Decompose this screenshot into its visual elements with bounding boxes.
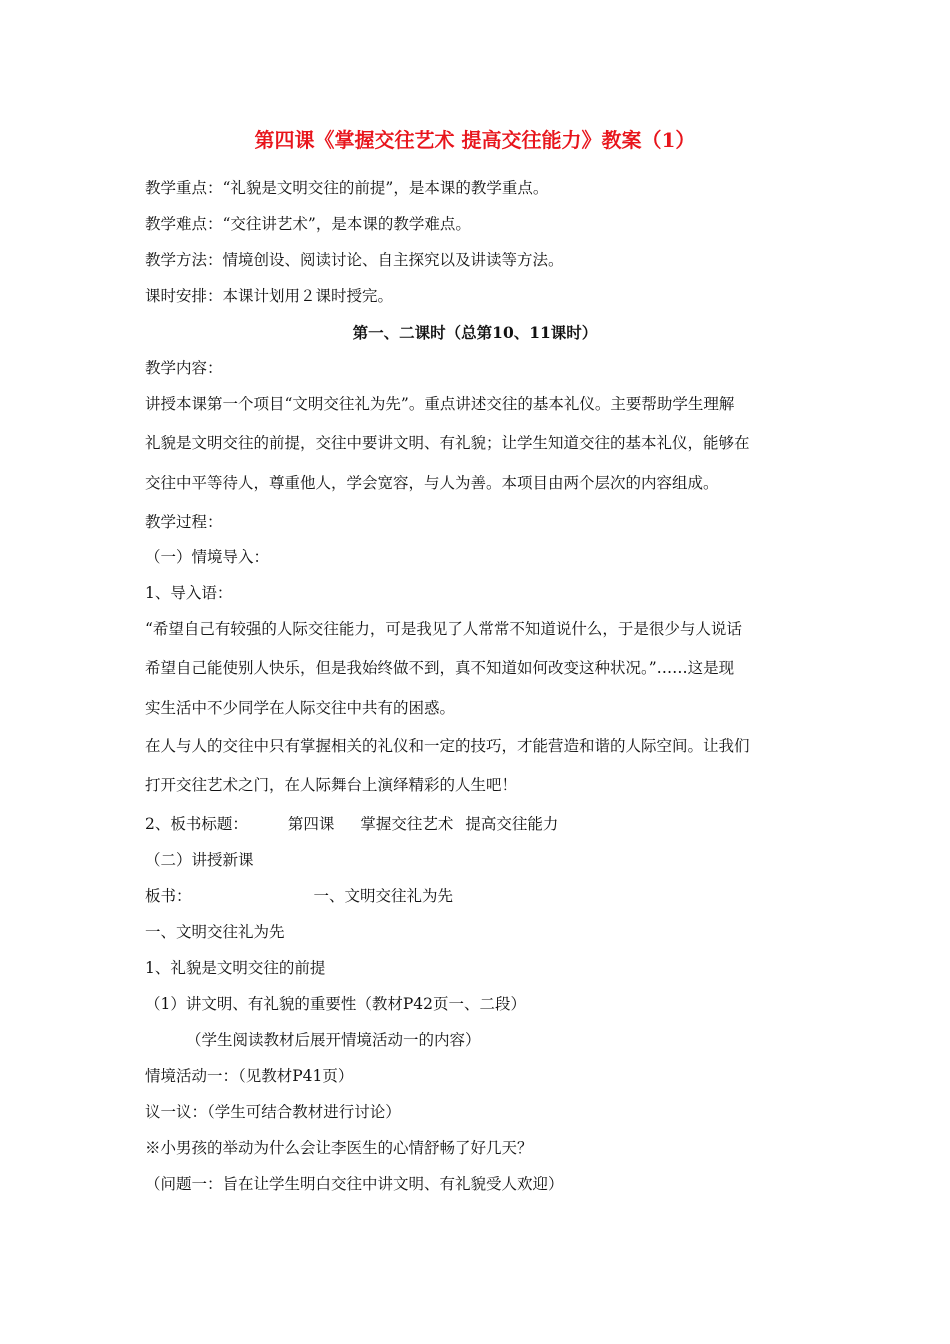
sub1-note: （学生阅读教材后展开情境活动一的内容） <box>186 1031 481 1049</box>
board-title-lesson: 第四课 <box>287 815 335 833</box>
section-heading: 第一、二课时（总第10、11课时） <box>352 323 598 342</box>
board-title-label: 2、板书标题： <box>145 815 248 833</box>
content-line-3: 交往中平等待人，尊重他人，学会宽容，与人为善。本项目由两个层次的内容组成。 <box>145 474 719 492</box>
activity1: 情境活动一：（见教材P41页） <box>145 1067 354 1085</box>
step2-heading: （二）讲授新课 <box>145 851 254 869</box>
step1-heading: （一）情境导入： <box>145 548 270 566</box>
teaching-focus: 教学重点：“礼貌是文明交往的前提”，是本课的教学重点。 <box>145 179 549 197</box>
step1-item: 1、导入语： <box>145 584 233 602</box>
board-title-part2: 提高交往能力 <box>465 815 559 833</box>
class-schedule: 课时安排：本课计划用２课时授完。 <box>145 287 394 305</box>
intro2-line-2: 打开交往艺术之门，在人际舞台上演绎精彩的人生吧！ <box>145 776 518 794</box>
intro-line-3: 实生活中不少同学在人际交往中共有的困惑。 <box>145 699 456 717</box>
question: ※小男孩的举动为什么会让李医生的心情舒畅了好几天？ <box>145 1139 533 1157</box>
intro-line-1: “希望自己有较强的人际交往能力，可是我见了人常常不知道说什么，于是很少与人说话 <box>145 620 742 638</box>
intro-line-2: 希望自己能使别人快乐，但是我始终做不到，真不知道如何改变这种状况。”……这是现 <box>145 659 735 677</box>
intro2-line-1: 在人与人的交往中只有掌握相关的礼仪和一定的技巧，才能营造和谐的人际空间。让我们 <box>145 737 750 755</box>
content-line-2: 礼貌是文明交往的前提，交往中要讲文明、有礼貌；让学生知道交往的基本礼仪，能够在 <box>145 434 750 452</box>
discuss: 议一议：（学生可结合教材进行讨论） <box>145 1103 401 1121</box>
content-label: 教学内容： <box>145 359 223 377</box>
teaching-method: 教学方法：情境创设、阅读讨论、自主探究以及讲读等方法。 <box>145 251 564 269</box>
board-line <box>145 886 453 906</box>
board-text: 一、文明交往礼为先 <box>313 887 454 905</box>
point1: 1、礼貌是文明交往的前提 <box>145 959 326 977</box>
board-title-line <box>145 814 558 834</box>
process-label: 教学过程： <box>145 513 223 531</box>
document-title: 第四课《掌握交往艺术 提高交往能力》教案（1） <box>254 128 696 152</box>
teaching-difficulty: 教学难点：“交往讲艺术”，是本课的教学难点。 <box>145 215 471 233</box>
sub1: （1）讲文明、有礼貌的重要性（教材P42页一、二段） <box>145 995 527 1013</box>
question-note: （问题一：旨在让学生明白交往中讲文明、有礼貌受人欢迎） <box>145 1175 564 1193</box>
section1-heading: 一、文明交往礼为先 <box>145 923 285 941</box>
board-label: 板书： <box>145 887 192 905</box>
board-title-part1: 掌握交往艺术 <box>360 815 454 833</box>
content-line-1: 讲授本课第一个项目“文明交往礼为先”。重点讲述交往的基本礼仪。主要帮助学生理解 <box>145 395 735 413</box>
